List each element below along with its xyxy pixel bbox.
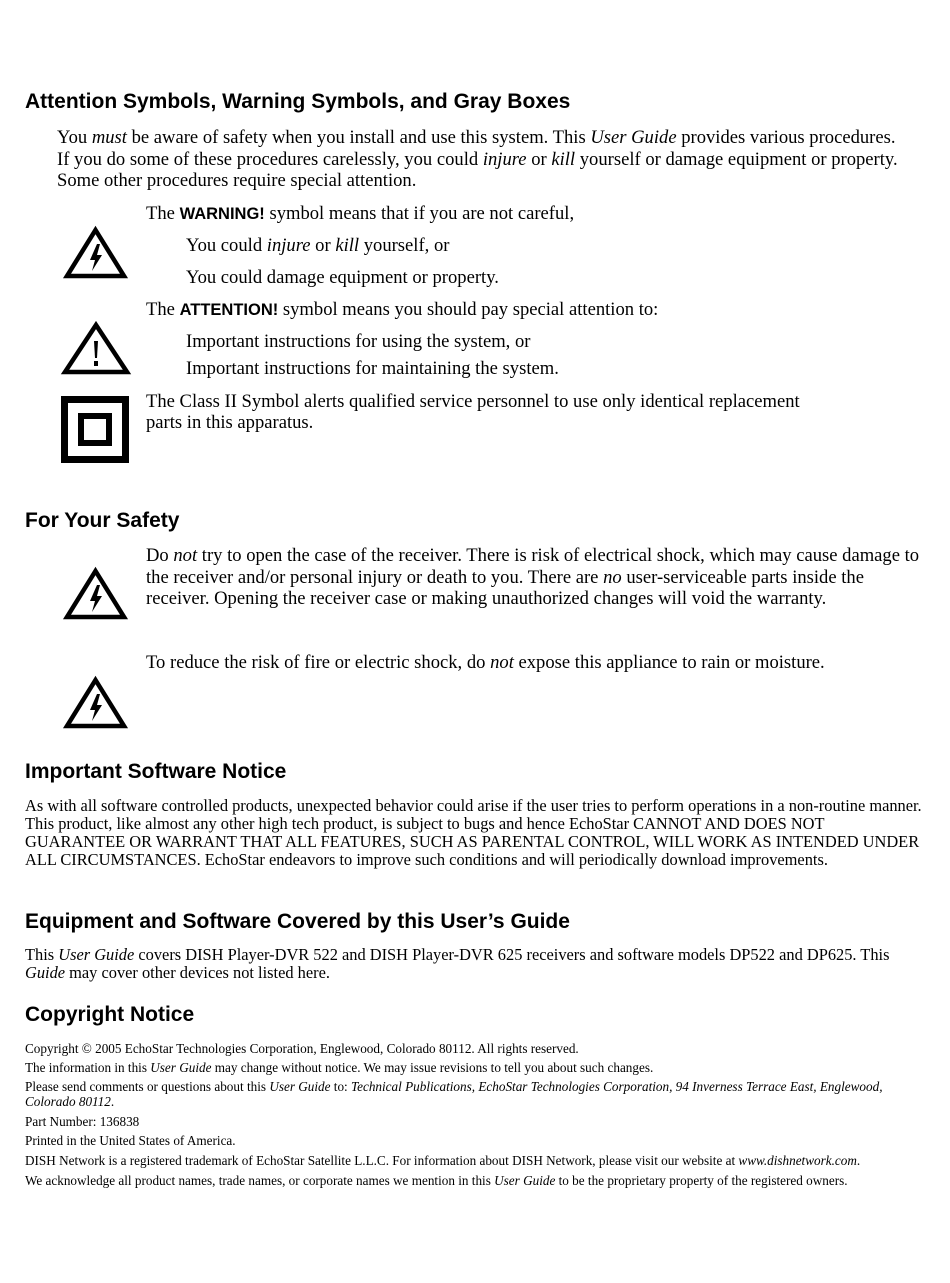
website-link: www.dishnetwork.com xyxy=(738,1153,857,1168)
safety-moisture-paragraph: To reduce the risk of fire or electric shock, do not expose this appliance to rain or moisture. xyxy=(146,652,825,673)
acknowledgement-line: We acknowledge all product names, trade names, or corporate names we mention in this User Guide to be the proprietary property of the registered owners. xyxy=(25,1173,848,1188)
warning-label: WARNING! xyxy=(179,205,265,223)
copyright-heading: Copyright Notice xyxy=(25,1003,195,1026)
for-your-safety-heading: For Your Safety xyxy=(25,509,180,532)
software-notice-heading: Important Software Notice xyxy=(25,760,287,783)
class2-line-2: parts in this apparatus. xyxy=(146,412,314,433)
attention-item-maintaining: Important instructions for maintaining the system. xyxy=(186,358,559,379)
safety-case-warning-paragraph: Do not try to open the case of the receiver. There is risk of electrical shock, which may cause damage to the receiver and/or personal injury or death to you. There are no user-serviceable parts inside the receiver. Opening the receiver case or making unauthorized changes will void the warranty. xyxy=(146,545,920,609)
safety-intro-paragraph: You must be aware of safety when you install and use this system. This User Guide provides various procedures. If you do some of these procedures carelessly, you could injure or kill yourself or damage equipment or property. Some other procedures require special attention. xyxy=(57,127,898,191)
exclamation-triangle-icon xyxy=(62,322,130,375)
lightning-warning-triangle-icon xyxy=(64,677,127,729)
comments-line: Please send comments or questions about this User Guide to: Technical Publications, EchoStar Technologies Corporation, 94 Inverness Terrace East, Englewood, Colorado 80112. xyxy=(25,1079,883,1109)
revisions-line: The information in this User Guide may change without notice. We may issue revisions to tell you about such changes. xyxy=(25,1060,654,1075)
part-number-line: Part Number: 136838 xyxy=(25,1114,140,1129)
printed-in-line: Printed in the United States of America. xyxy=(25,1133,236,1148)
trademark-line: DISH Network is a registered trademark of EchoStar Satellite L.L.C. For information about DISH Network, please visit our website at www.dishnetwork.com. xyxy=(25,1153,861,1168)
software-notice-body: As with all software controlled products, unexpected behavior could arise if the user tries to perform operations in a non-routine manner. This product, like almost any other high tech product, is subject to bugs and hence EchoStar CANNOT AND DOES NOT GUARANTEE OR WARRANT THAT ALL FEATURES, SUCH AS PARENTAL CONTROL, WILL WORK AS INTENDED UNDER ALL CIRCUMSTANCES. EchoStar endeavors to improve such conditions and will periodically download improvements. xyxy=(25,796,922,869)
attention-label: ATTENTION! xyxy=(179,301,279,319)
class2-line-1: The Class II Symbol alerts qualified service personnel to use only identical replacement xyxy=(146,391,800,412)
lightning-warning-triangle-icon xyxy=(64,227,127,279)
class-ii-double-square-icon xyxy=(61,396,129,463)
attention-symbols-heading: Attention Symbols, Warning Symbols, and Gray Boxes xyxy=(25,90,571,113)
attention-item-using: Important instructions for using the system, or xyxy=(186,331,531,352)
warning-intro: The WARNING! symbol means that if you are not careful, xyxy=(146,203,575,224)
equipment-body: This User Guide covers DISH Player-DVR 522 and DISH Player-DVR 625 receivers and software models DP522 and DP625. This Guide may cover other devices not listed here. xyxy=(25,945,890,982)
warning-item-damage: You could damage equipment or property. xyxy=(186,267,499,288)
warning-item-injure: You could injure or kill yourself, or xyxy=(186,235,450,256)
attention-intro: The ATTENTION! symbol means you should pay special attention to: xyxy=(146,299,659,320)
lightning-warning-triangle-icon xyxy=(64,568,127,620)
equipment-heading: Equipment and Software Covered by this User’s Guide xyxy=(25,910,570,933)
copyright-line: Copyright © 2005 EchoStar Technologies Corporation, Englewood, Colorado 80112. All rights reserved. xyxy=(25,1041,579,1056)
